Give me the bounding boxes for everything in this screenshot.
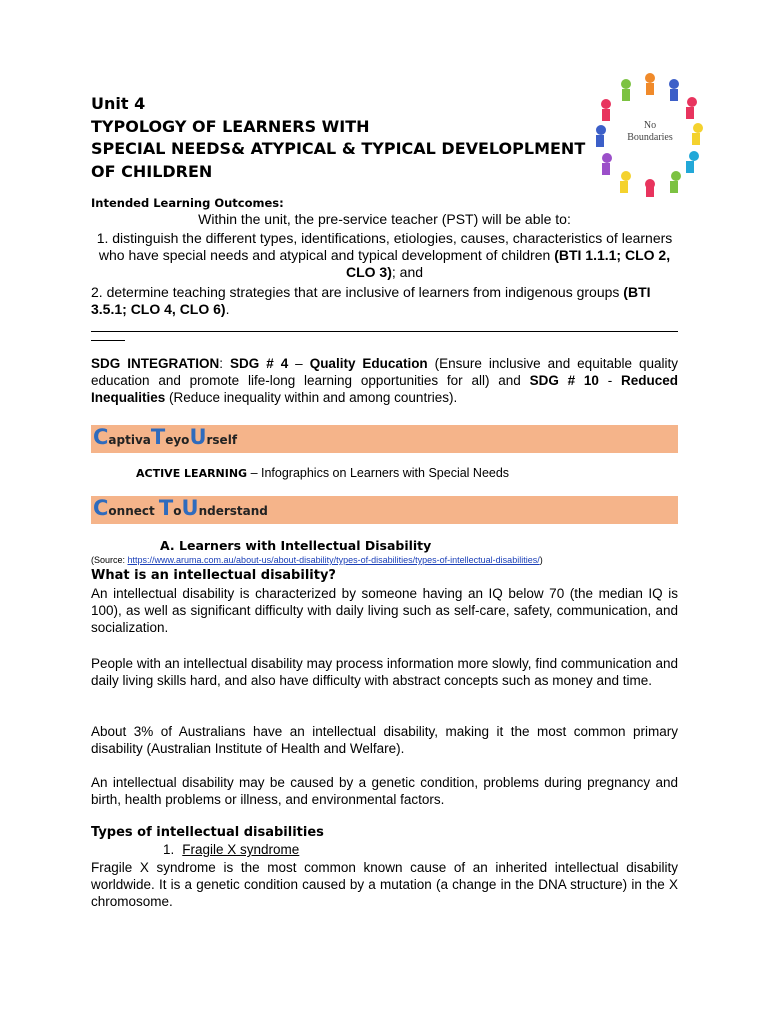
paragraph: People with an intellectual disability may process information more slowly, find communication and daily living skills hard, and also have difficulty with abstract concepts such as money and time. [91,656,678,688]
band-initial: C [93,425,109,449]
active-learning-text: – Infographics on Learners with Special Needs [247,466,510,480]
band-initial: C [93,496,109,520]
unit-number: Unit 4 [91,94,146,113]
paragraph: An intellectual disability is characterized by someone having an IQ below 70 (the median IQ is 100), as well as significant difficulty with daily living such as self-care, safety, communication, and socialization. [91,586,678,635]
band-initial: T [150,425,166,449]
band-word: nderstand [198,504,268,518]
sdg-10: SDG # 10 [529,373,599,388]
sdg-sep: – [288,356,310,371]
source-link[interactable]: https://www.aruma.com.au/about-us/about-disability/types-of-disabilities/types-of-intellectual-disabilities/ [127,555,540,565]
sdg-reduced-inequalities: Reduced Inequalities [91,373,679,405]
band-title [93,425,237,449]
sdg-4-desc: (Ensure inclusive and equitable quality education and promote life-long learning opportunities for all) and [91,356,678,388]
sdg-label: SDG INTEGRATION [91,356,220,371]
band-initial: U [181,496,199,520]
ilo-item-text: 1. distinguish the different types, identifications, etiologies, causes, characteristics of learners who have special needs and atypical and typical development of children [96,230,673,263]
paragraph: Fragile X syndrome is the most common known cause of an inherited intellectual disability worldwide. It is a genetic condition caused by a mutation (a change in the DNA structure) in the X chromosome. [91,860,678,909]
logo-text: No [643,120,657,131]
section-band-captivate [91,425,678,453]
ilo-item-2 [91,284,678,318]
type-label: Fragile X syndrome [182,842,300,857]
sdg-10-desc: (Reduce inequality within and among countries). [165,390,458,405]
band-word: eyo [165,433,190,447]
ilo-item-1 [91,230,678,281]
band-initial: T [158,496,174,520]
band-word: rself [206,433,238,447]
sdg-sep: - [598,373,621,388]
ilo-item-text: 2. determine teaching strategies that are inclusive of learners from indigenous groups [91,284,620,300]
active-learning-label: ACTIVE LEARNING [136,467,248,480]
ilo-lead: Within the unit, the pre-service teacher (PST) will be able to: [198,211,571,227]
band-word: aptiva [108,433,151,447]
type-number: 1. [163,842,175,857]
no-boundaries-logo [594,70,706,198]
sdg-sep: : [219,356,230,371]
band-word: o [173,504,182,518]
source-citation [91,555,543,565]
ilo-item-tail: ; and [391,264,424,280]
band-initial: U [189,425,207,449]
section-band-connect [91,496,678,524]
unit-title-line: OF CHILDREN [91,161,213,181]
section-heading: A. Learners with Intellectual Disability [160,538,432,553]
source-suffix: ) [539,555,543,565]
divider [91,340,125,341]
types-heading: Types of intellectual disabilities [91,825,324,840]
paragraph: An intellectual disability may be caused by a genetic condition, problems during pregnancy and birth, health problems or illness, and environmental factors. [91,775,678,807]
active-learning [136,466,509,480]
unit-title-line: TYPOLOGY OF LEARNERS WITH [91,116,370,136]
band-word: onnect [108,504,159,518]
unit-title-line: SPECIAL NEEDS& ATYPICAL & TYPICAL DEVELOPLMENT [91,139,586,158]
sdg-integration [91,355,678,406]
source-prefix: (Source: [91,555,128,565]
ilo-heading: Intended Learning Outcomes: [91,196,284,210]
question-heading: What is an intellectual disability? [91,568,336,583]
paragraph: About 3% of Australians have an intellectual disability, making it the most common primary disability (Australian Institute of Health and Welfare). [91,724,678,756]
type-item [163,842,299,857]
unit-title [91,93,611,183]
sdg-quality-education: Quality Education [309,356,428,371]
ilo-item-ref: (BTI 3.5.1; CLO 4, CLO 6) [91,284,651,317]
sdg-4: SDG # 4 [229,356,289,371]
ilo-item-ref: (BTI 1.1.1; CLO 2, CLO 3) [345,247,671,280]
ilo-item-tail: . [225,301,230,317]
band-title [93,496,268,520]
divider [91,331,678,332]
logo-text: Boundaries [627,132,673,143]
